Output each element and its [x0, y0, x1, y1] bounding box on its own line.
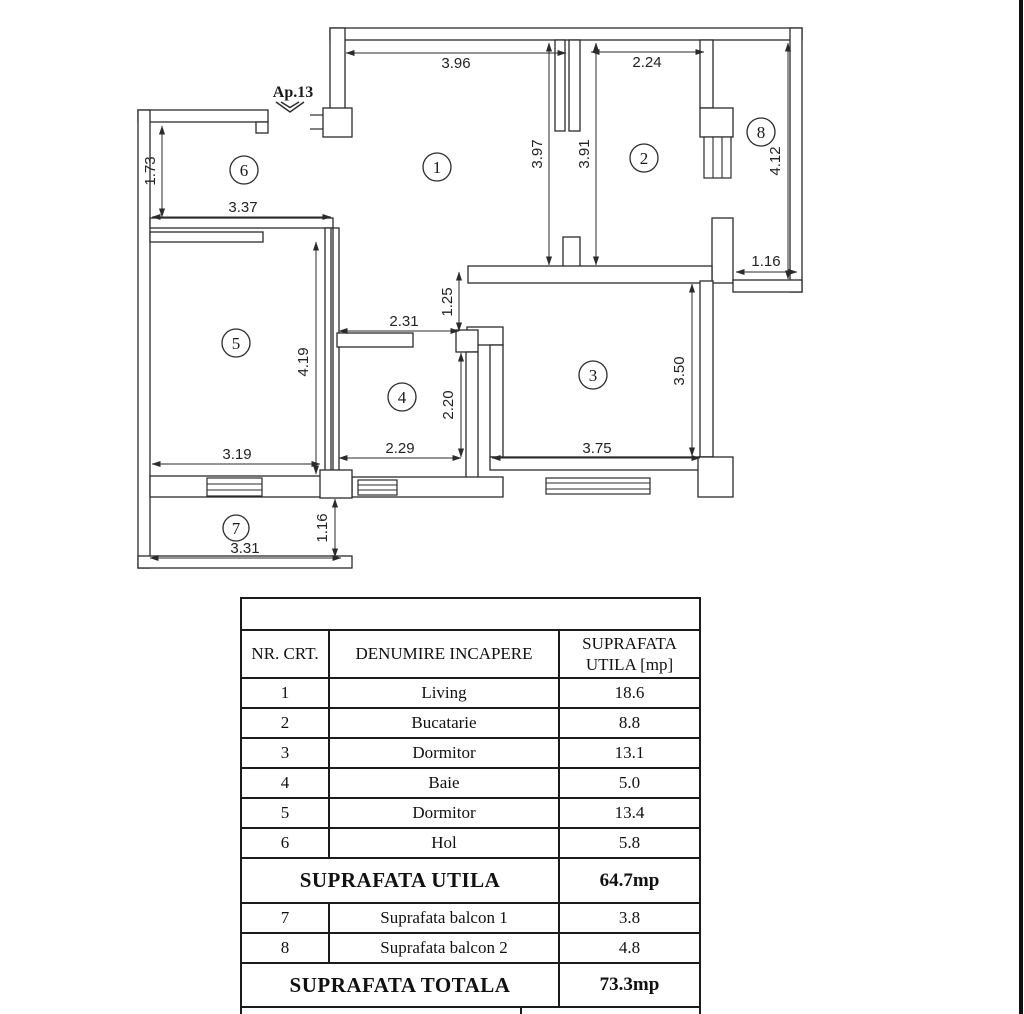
svg-text:4: 4 — [397, 388, 407, 407]
dim-dormitor5-width — [152, 446, 320, 464]
cell-area: 13.1 — [614, 743, 645, 762]
dimension-label: 3.97 — [529, 139, 546, 169]
wall-segment — [138, 110, 268, 122]
wall-segment — [555, 40, 565, 131]
cell-nr: 7 — [242, 904, 330, 932]
room-circle-6 — [230, 156, 258, 184]
subtotal-label: SUPRAFATA UTILA — [242, 859, 560, 902]
dimension-label: 3.31 — [230, 540, 260, 557]
dimension-label: 1.16 — [314, 513, 331, 543]
page-edge-line — [1019, 0, 1023, 1014]
wall-segment — [563, 237, 580, 268]
wall-segment — [150, 218, 333, 228]
cell-area: 4.8 — [618, 938, 641, 957]
room-circle-8 — [747, 118, 775, 146]
table-row — [242, 677, 699, 707]
svg-text:1: 1 — [432, 158, 442, 177]
table-empty-row — [242, 599, 699, 629]
dim-dormitor3-height — [671, 284, 692, 456]
dimension-label: 2.29 — [385, 440, 415, 457]
dimension-label: 1.73 — [142, 156, 159, 186]
dim-balcon1-width — [150, 540, 341, 558]
svg-text:8: 8 — [756, 123, 766, 142]
window-symbol — [207, 478, 262, 496]
header-area-line2: UTILA [mp] — [585, 655, 674, 674]
wall-segment — [712, 218, 733, 283]
cell-name: Bucatarie — [330, 709, 560, 737]
wall-segment — [698, 457, 733, 497]
table-partial-row — [242, 1006, 699, 1014]
dimension-label: 2.31 — [389, 313, 419, 330]
cell-area: 3.8 — [618, 908, 641, 927]
dim-dormitor5-height — [295, 242, 316, 474]
total-value: 73.3mp — [599, 974, 660, 995]
cell-area: 18.6 — [614, 683, 645, 702]
table-row — [242, 707, 699, 737]
room-circle-7 — [223, 515, 249, 541]
wall-segment — [337, 333, 413, 347]
window-symbol — [358, 480, 397, 495]
dim-balcony2-height — [767, 43, 788, 279]
wall-segment — [569, 40, 580, 131]
table-header-row — [242, 629, 699, 677]
cell-name: Baie — [330, 769, 560, 797]
dim-hol-width — [152, 199, 331, 217]
dimension-label: 4.12 — [767, 146, 784, 176]
dim-dormitor3-width — [492, 440, 700, 458]
svg-text:2: 2 — [639, 149, 649, 168]
table-row — [242, 767, 699, 797]
wall-segment — [468, 266, 712, 283]
empty-cell — [242, 599, 699, 629]
room-circle-3 — [579, 361, 607, 389]
dimension-label: 4.19 — [295, 347, 312, 377]
room-circle-1 — [423, 153, 451, 181]
cell-area: 13.4 — [614, 803, 645, 822]
wall-segment — [320, 470, 352, 498]
apartment-label: Ap.13 — [272, 84, 314, 101]
dim-hall-opening — [439, 272, 459, 331]
header-nr: NR. CRT. — [242, 631, 330, 677]
dim-baie-width — [339, 440, 461, 458]
cell-name: Suprafata balcon 1 — [330, 904, 560, 932]
room-circle-2 — [630, 144, 658, 172]
table-row — [242, 797, 699, 827]
dimension-label: 3.19 — [222, 446, 252, 463]
cell-nr: 8 — [242, 934, 330, 962]
cell-area: 8.8 — [618, 713, 641, 732]
dimension-label: 2.20 — [440, 390, 457, 420]
cell-nr: 5 — [242, 799, 330, 827]
wall-segment — [456, 330, 478, 352]
dimension-label: 3.96 — [441, 55, 471, 72]
dimension-label: 3.75 — [582, 440, 612, 457]
window-sill-block — [700, 108, 733, 137]
cell-name: Dormitor — [330, 799, 560, 827]
wall-segment — [700, 40, 713, 108]
wall-segment — [333, 228, 339, 476]
room-circle-5 — [222, 329, 250, 357]
dimension-label: 2.24 — [632, 54, 662, 71]
wall-segment — [150, 232, 263, 242]
header-area-line1: SUPRAFATA — [582, 633, 677, 653]
entrance-door-block — [323, 108, 352, 137]
table-subtotal-row — [242, 857, 699, 902]
svg-text:5: 5 — [231, 334, 241, 353]
cell-nr: 2 — [242, 709, 330, 737]
wall-segment — [490, 345, 503, 457]
partial-cell — [242, 1008, 522, 1014]
header-name: DENUMIRE INCAPERE — [330, 631, 560, 677]
cell-name: Suprafata balcon 2 — [330, 934, 560, 962]
svg-text:3: 3 — [588, 366, 598, 385]
partial-cell — [522, 1008, 699, 1014]
table-row — [242, 827, 699, 857]
dimension-label: 1.16 — [751, 253, 781, 270]
wall-segment — [733, 280, 802, 292]
table-row — [242, 737, 699, 767]
cell-nr: 4 — [242, 769, 330, 797]
dimension-label: 3.50 — [671, 356, 688, 386]
cell-name: Living — [330, 679, 560, 707]
cell-area: 5.0 — [618, 773, 641, 792]
dimension-label: 1.25 — [439, 287, 456, 317]
wall-segment — [330, 28, 802, 40]
svg-text:6: 6 — [239, 161, 249, 180]
wall-segment — [325, 228, 331, 476]
area-table — [240, 597, 701, 1014]
table-row — [242, 932, 699, 962]
dim-living-height — [529, 43, 549, 265]
wall-segment — [490, 457, 713, 470]
room-circle-4 — [388, 383, 416, 411]
cell-nr: 1 — [242, 679, 330, 707]
entrance-mark — [273, 84, 323, 129]
total-label: SUPRAFATA TOTALA — [242, 964, 560, 1006]
dim-baie-height — [440, 353, 461, 457]
dimension-label: 3.37 — [228, 199, 258, 216]
wall-segment — [790, 28, 802, 292]
wall-segment — [256, 122, 268, 133]
window-symbol — [546, 478, 650, 494]
wall-segment — [330, 28, 345, 110]
subtotal-value: 64.7mp — [599, 869, 660, 891]
wall-segment — [466, 352, 478, 487]
table-total-row — [242, 962, 699, 1006]
cell-name: Hol — [330, 829, 560, 857]
cell-nr: 6 — [242, 829, 330, 857]
header-area — [560, 631, 699, 677]
dim-balcon1-height — [314, 499, 335, 557]
dim-kitchen-width — [591, 52, 704, 71]
cell-nr: 3 — [242, 739, 330, 767]
dim-living-width — [346, 53, 566, 72]
dimension-label: 3.91 — [576, 139, 593, 169]
window-symbol — [704, 137, 731, 178]
cell-area: 5.8 — [618, 833, 641, 852]
wall-segment — [700, 281, 713, 457]
table-row — [242, 902, 699, 932]
svg-text:7: 7 — [231, 519, 241, 538]
cell-name: Dormitor — [330, 739, 560, 767]
